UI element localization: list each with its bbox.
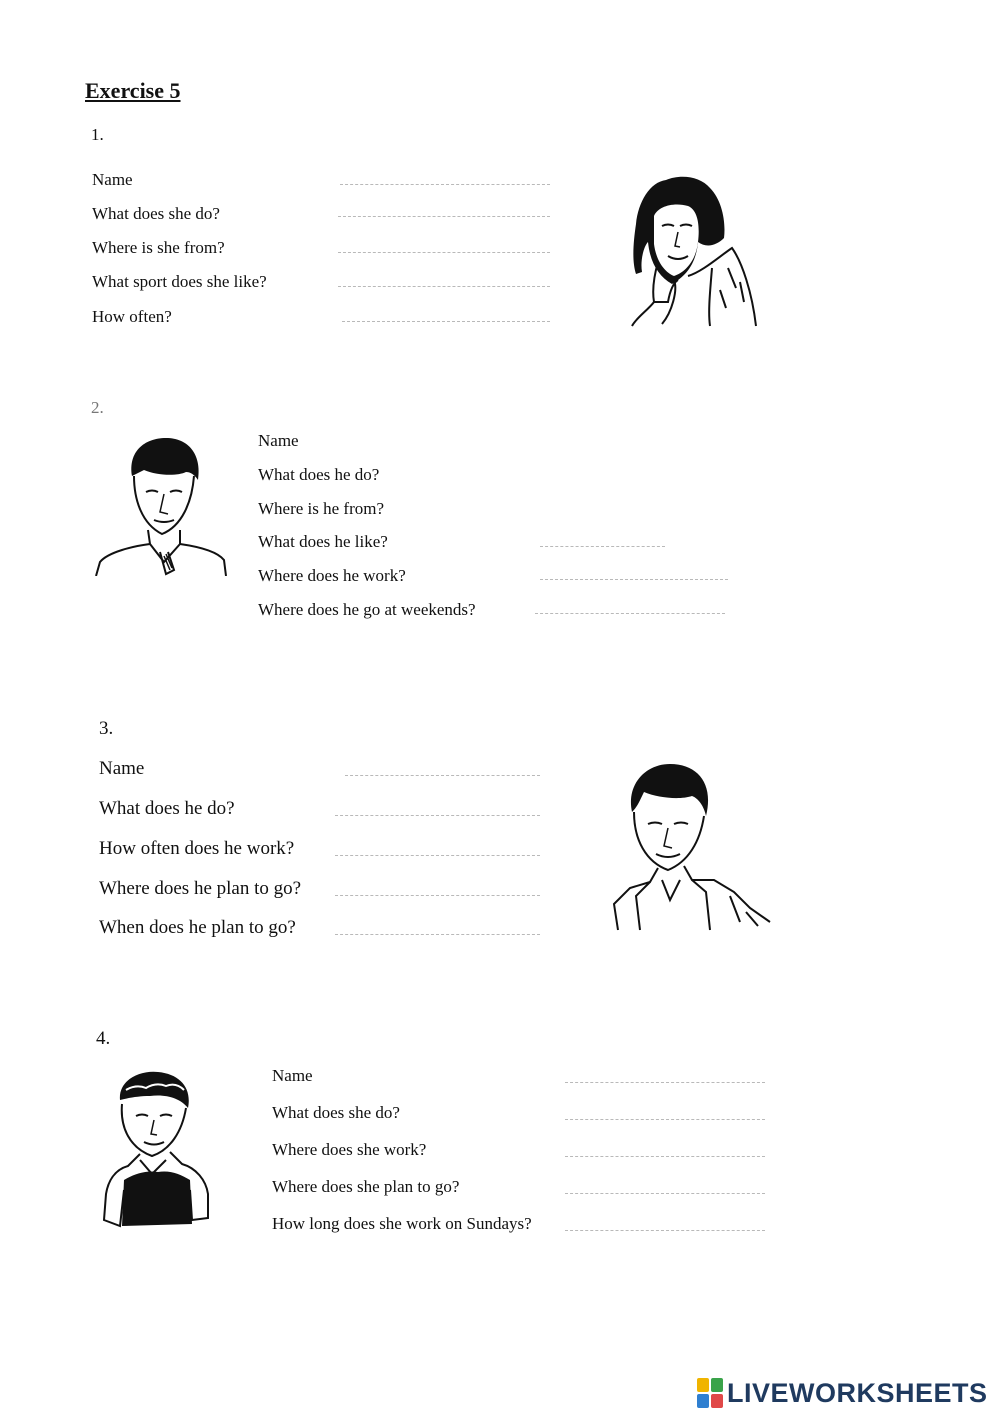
young-man-portrait [610,762,772,934]
woman-portrait [628,172,758,330]
answer-line[interactable] [565,1082,765,1083]
answer-line[interactable] [540,546,665,547]
question-label: Where does she plan to go? [272,1177,460,1196]
question-label: How often? [92,307,172,326]
question-label: How often does he work? [99,838,295,859]
answer-line[interactable] [535,613,725,614]
answer-line[interactable] [342,321,550,322]
section-number: 1. [91,125,104,144]
liveworksheets-logo [697,1376,988,1410]
question-label: Name [99,758,145,779]
waitress-portrait [100,1070,214,1228]
answer-line[interactable] [338,286,550,287]
section-number: 2. [91,398,104,417]
question-label: What does she do? [92,204,220,223]
question-label: Where is he from? [258,499,385,518]
question-label: Name [272,1066,313,1085]
answer-line[interactable] [335,895,540,896]
exercise-title: Exercise 5 [85,78,181,103]
answer-line[interactable] [565,1230,765,1231]
logo-icon [697,1378,723,1408]
answer-line[interactable] [540,579,728,580]
question-label: When does he plan to go? [99,917,296,938]
section-number: 3. [99,718,114,739]
section-number: 4. [96,1028,111,1049]
question-label: What does he do? [258,465,380,484]
answer-line[interactable] [335,815,540,816]
answer-line[interactable] [335,934,540,935]
logo-text: LIVEWORKSHEETS [727,1377,988,1408]
question-label: Name [92,170,133,189]
question-label: Name [258,431,299,450]
answer-line[interactable] [565,1156,765,1157]
answer-line[interactable] [338,216,550,217]
question-label: Where is she from? [92,238,225,257]
question-label: Where does he plan to go? [99,878,302,899]
man-portrait [94,436,230,576]
question-label: What does she do? [272,1103,400,1122]
question-label: Where does he go at weekends? [258,600,476,619]
answer-line[interactable] [565,1193,765,1194]
question-label: How long does she work on Sundays? [272,1214,532,1233]
answer-line[interactable] [340,184,550,185]
question-label: What does he like? [258,532,388,551]
question-label: What does he do? [99,798,235,819]
question-label: Where does she work? [272,1140,427,1159]
answer-line[interactable] [338,252,550,253]
question-label: What sport does she like? [92,272,267,291]
answer-line[interactable] [565,1119,765,1120]
answer-line[interactable] [345,775,540,776]
answer-line[interactable] [335,855,540,856]
question-label: Where does he work? [258,566,406,585]
